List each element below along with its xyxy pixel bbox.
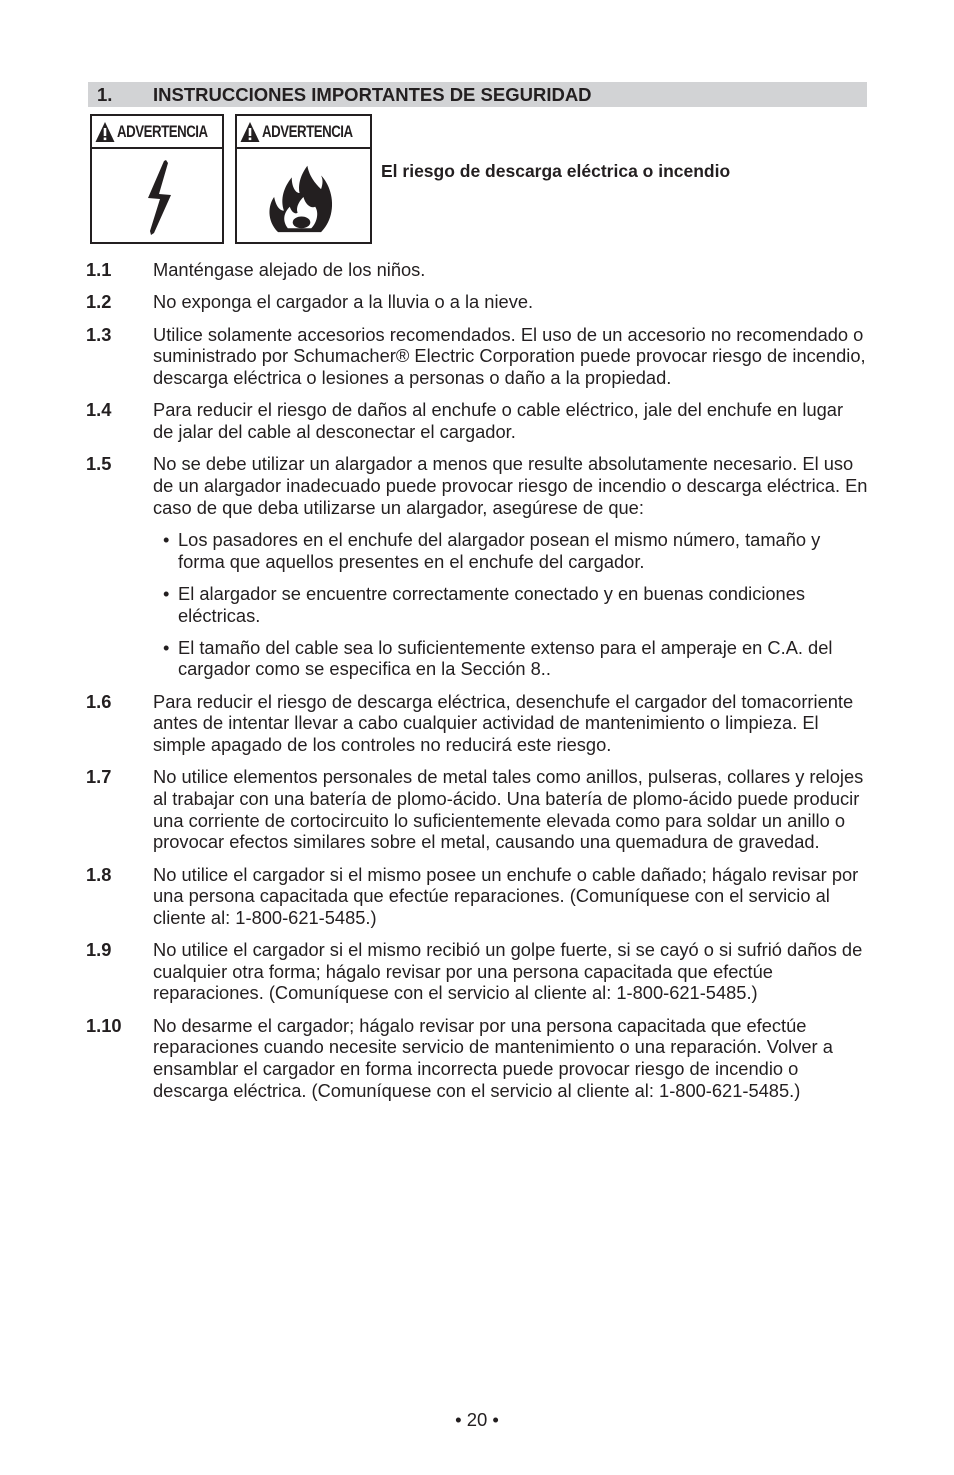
item-text: No utilice el cargador si el mismo recibió un golpe fuerte, si se cayó o si sufrió daños de cualquier otra forma; hágalo revisar por una persona capacitada que efectúe reparaciones. (Comuníquese con el servicio al cliente al: 1-800-621-5485.) [153,939,863,1004]
warning-label-shock [90,114,224,244]
list-item [86,691,868,756]
list-item [86,259,868,281]
item-number: 1.1 [86,259,112,280]
list-item [86,1015,868,1101]
bullet-item [163,529,868,572]
bullet-dot: • [163,582,170,604]
item-text: No desarme el cargador; hágalo revisar por una persona capacitada que efectúe reparaciones cuando necesite servicio de mantenimiento o una reparación. Volver a ensamblar el cargador en forma incorrecta puede provocar riesgo de incendio o descarga eléctrica. (Comuníquese con el servicio al cliente al: 1-800-621-5485.) [153,1014,833,1101]
bullet-text: Los pasadores en el enchufe del alargador posean el mismo número, tamaño y forma que aquellos presentes en el enchufe del cargador. [178,528,821,572]
bullet-dot: • [163,636,170,658]
bullet-item [163,583,868,626]
item-text: Manténgase alejado de los niños. [153,259,426,280]
item-number: 1.5 [86,453,112,475]
section-title: INSTRUCCIONES IMPORTANTES DE SEGURIDAD [153,84,592,105]
item-text: No exponga el cargador a la lluvia o a la nieve. [153,291,534,313]
item-number: 1.6 [86,690,112,712]
warning-band [92,116,222,149]
bullet-dot: • [163,528,170,550]
warning-label-fire [235,114,372,244]
section-header [88,82,867,107]
item-number: 1.7 [86,766,112,788]
fire-icon [237,149,367,242]
bullet-text: El alargador se encuentre correctamente conectado y en buenas condiciones eléctricas. [178,582,806,626]
safety-instructions-list [86,259,868,1112]
electric-shock-icon [92,149,222,242]
bullet-text: El tamaño del cable sea lo suficientemente extenso para el amperaje en C.A. del cargador como se especifica en la Sección 8.. [178,636,833,680]
list-item [86,766,868,852]
list-item [86,291,868,313]
extension-cord-bullets [163,529,868,680]
list-item [86,939,868,1004]
list-item [86,453,868,518]
warning-label-text: ADVERTENCIA [262,121,353,141]
list-item [86,864,868,929]
list-item [86,324,868,389]
item-text: Para reducir el riesgo de daños al enchufe o cable eléctrico, jale del enchufe en lugar de jalar del cable al desconectar el cargador. [153,399,844,442]
item-number: 1.2 [86,291,112,313]
item-number: 1.3 [86,323,112,345]
item-number: 1.9 [86,939,112,961]
item-number: 1.8 [86,863,112,885]
warning-label-text: ADVERTENCIA [117,121,208,141]
page-number: • 20 • [455,1409,499,1430]
item-number: 1.10 [86,1014,122,1036]
item-number: 1.4 [86,399,112,421]
alert-triangle-icon [95,121,115,143]
warning-band [237,116,370,149]
list-item [86,399,868,442]
bullet-item [163,637,868,680]
section-number: 1. [97,84,113,105]
risk-text: El riesgo de descarga eléctrica o incendio [381,161,731,181]
item-text: Para reducir el riesgo de descarga eléctrica, desenchufe el cargador del tomacorriente antes de intentar llevar a cabo cualquier actividad de mantenimiento o limpieza. El simple apagado de los controles no reducirá este riesgo. [153,690,854,756]
item-text: No utilice el cargador si el mismo posee un enchufe o cable dañado; hágalo revisar por una persona capacitada que efectúe reparaciones. (Comuníquese con el servicio al cliente al: 1-800-621-5485.) [153,863,859,928]
item-text: No se debe utilizar un alargador a menos que resulte absolutamente necesario. El uso de un alargador inadecuado puede provocar riesgo de incendio o descarga eléctrica. En caso de que deba utilizarse un alargador, asegúrese de que: [153,453,868,518]
alert-triangle-icon [240,121,260,143]
item-text: Utilice solamente accesorios recomendados. El uso de un accesorio no recomendado o suministrado por Schumacher® Electric Corporation puede provocar riesgo de incendio, descarga eléctrica o lesiones a personas o daño a la propiedad. [153,323,866,388]
item-text: No utilice elementos personales de metal tales como anillos, pulseras, collares y relojes al trabajar con una batería de plomo-ácido. Una batería de plomo-ácido puede producir una corriente de cortocircuito lo suficientemente elevada como para soldar un anillo o provocar efectos similares sobre el metal, causando una quemadura de gravedad. [153,766,864,853]
